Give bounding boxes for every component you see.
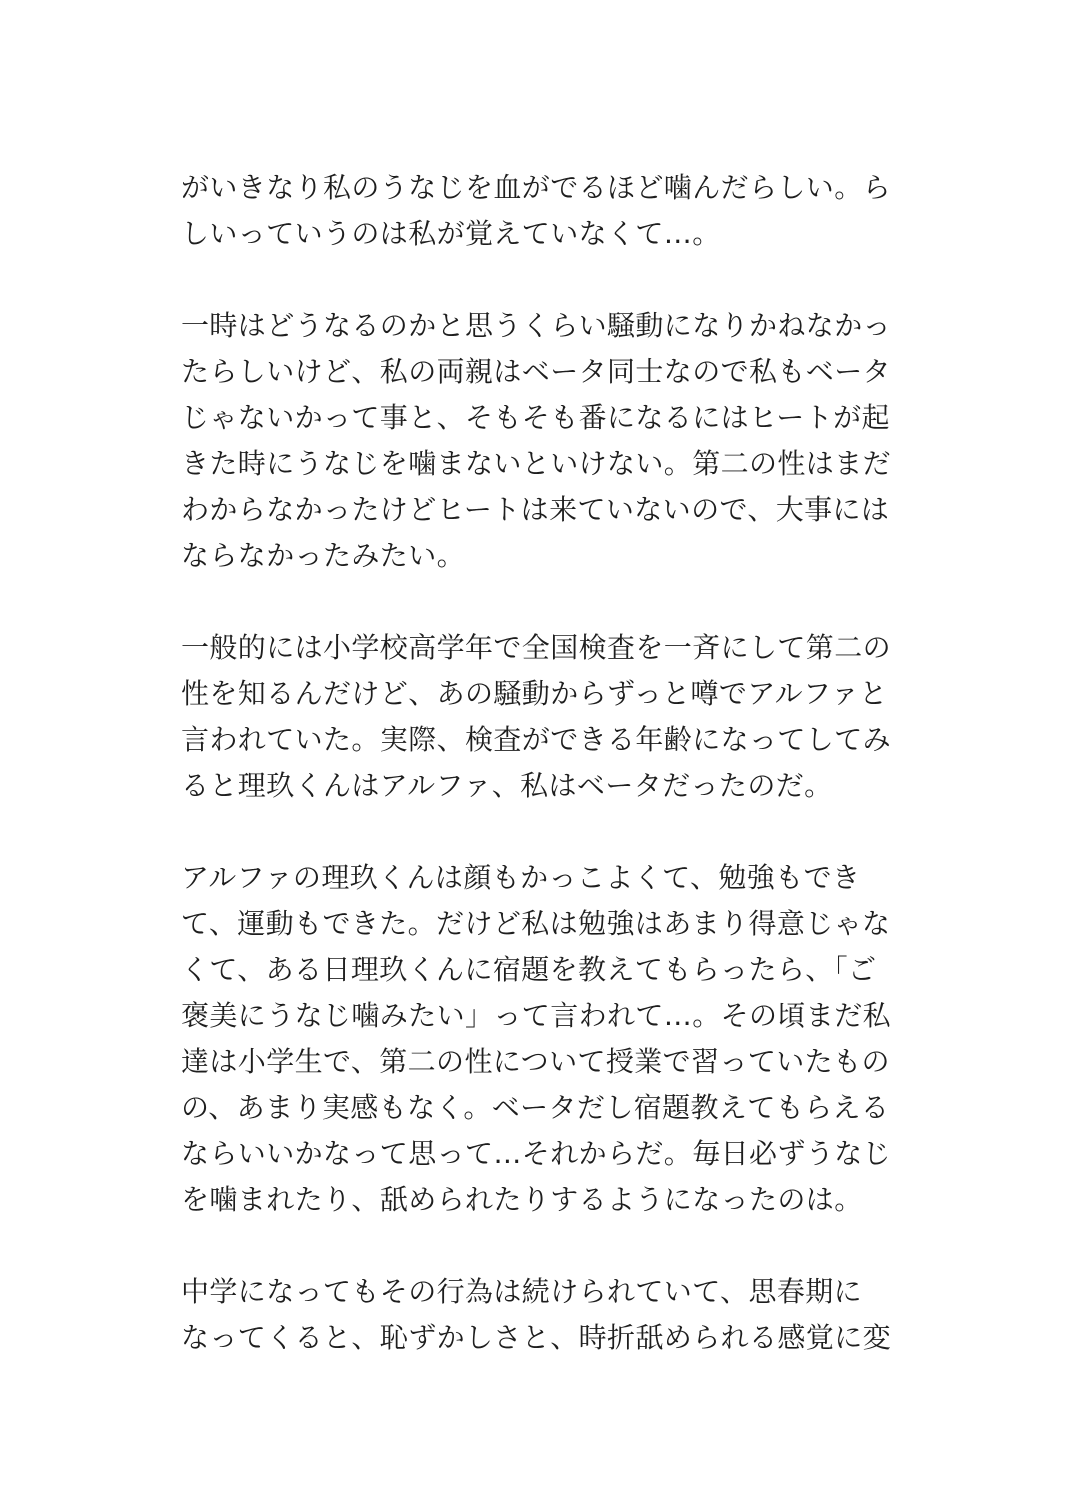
- text-line: たらしいけど、私の両親はベータ同士なので私もベータ: [181, 355, 892, 388]
- paragraph-4: [181, 855, 911, 1223]
- text-line: 言われていた。実際、検査ができる年齢になってしてみ: [181, 723, 892, 756]
- paragraph-3: [181, 625, 911, 809]
- paragraph-2: [181, 303, 911, 579]
- paragraph-1: [181, 165, 911, 257]
- text-line: 褒美にうなじ噛みたい」って言われて…。その頃まだ私: [181, 999, 892, 1032]
- text-line: がいきなり私のうなじを血がでるほど噛んだらしい。ら: [181, 171, 892, 204]
- paragraph-5: [181, 1269, 911, 1361]
- text-line: 達は小学生で、第二の性について授業で習っていたもの: [181, 1045, 890, 1078]
- text-line: ならなかったみたい。: [181, 539, 466, 572]
- text-line: くて、ある日理玖くんに宿題を教えてもらったら、「ご: [181, 953, 877, 986]
- text-line: を噛まれたり、舐められたりするようになったのは。: [181, 1183, 863, 1216]
- text-line: わからなかったけどヒートは来ていないので、大事には: [181, 493, 890, 526]
- text-line: じゃないかって事と、そもそも番になるにはヒートが起: [181, 401, 890, 434]
- text-line: 一般的には小学校高学年で全国検査を一斉にして第二の: [181, 631, 892, 664]
- text-line: 一時はどうなるのかと思うくらい騒動になりかねなかっ: [181, 309, 892, 342]
- text-line: 中学になってもその行為は続けられていて、思春期に: [181, 1275, 863, 1308]
- text-line: アルファの理玖くんは顔もかっこよくて、勉強もでき: [181, 861, 861, 894]
- text-line: 性を知るんだけど、あの騒動からずっと噂でアルファと: [181, 677, 888, 710]
- text-line: きた時にうなじを噛まないといけない。第二の性はまだ: [181, 447, 892, 480]
- text-line: ると理玖くんはアルファ、私はベータだったのだ。: [181, 769, 833, 802]
- text-line: の、あまり実感もなく。ベータだし宿題教えてもらえる: [181, 1091, 890, 1124]
- text-line: て、運動もできた。だけど私は勉強はあまり得意じゃな: [181, 907, 891, 940]
- text-line: ならいいかなって思って…それからだ。毎日必ずうなじ: [181, 1137, 892, 1170]
- body-text: [181, 165, 911, 1407]
- text-line: なってくると、恥ずかしさと、時折舐められる感覚に変: [181, 1321, 892, 1354]
- text-line: しいっていうのは私が覚えていなくて…。: [181, 217, 721, 250]
